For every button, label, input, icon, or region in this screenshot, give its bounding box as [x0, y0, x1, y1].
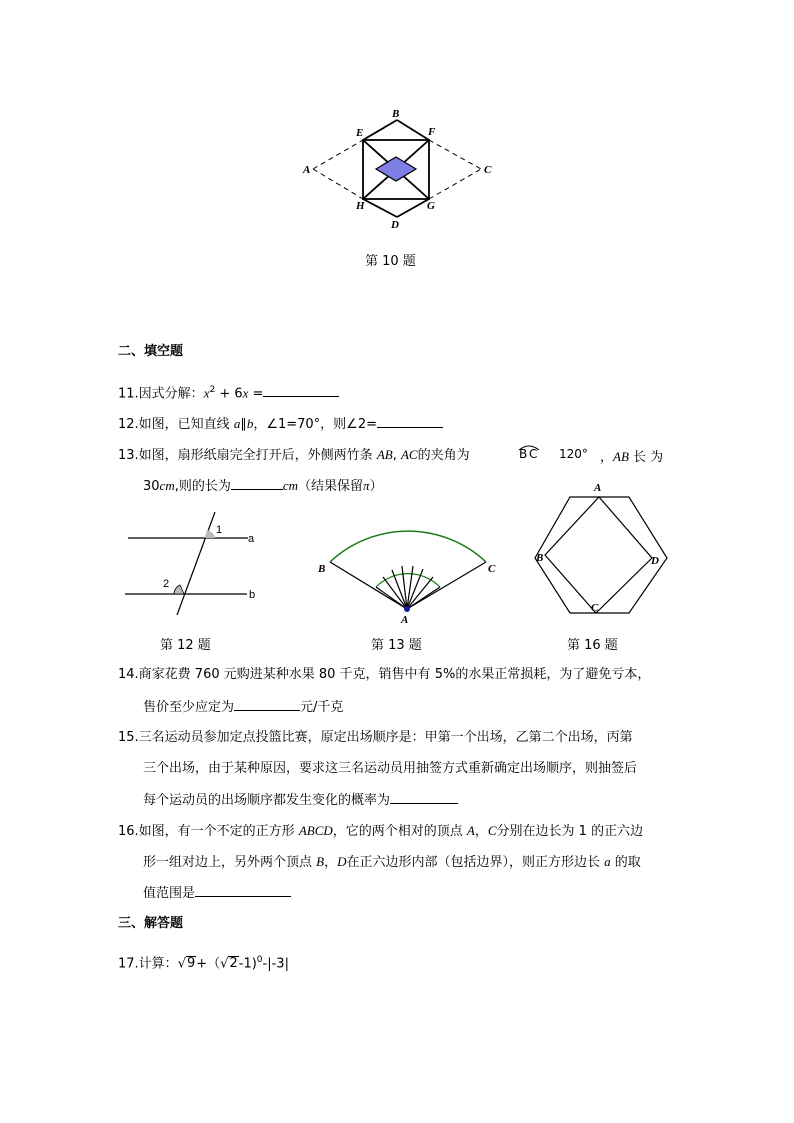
q13-ab2: AB — [613, 449, 629, 464]
q12-pre: 12.如图，已知直线 — [118, 417, 234, 432]
q11-plus: + 6 — [215, 386, 243, 402]
q16-b: B — [316, 854, 325, 869]
fig16-label-a: A — [594, 482, 602, 494]
q16-l2-end: 的取 — [610, 855, 641, 870]
fig10-label-a: A — [303, 164, 311, 176]
q16-mid: ，它的两个相对的顶点 — [332, 824, 467, 839]
q17-rest: -|-3| — [262, 956, 289, 972]
q13-arc: BC — [519, 447, 540, 461]
q13-30: 30 — [143, 479, 160, 494]
figure-16 — [520, 478, 680, 618]
question-15-line-3 — [143, 791, 458, 810]
q12-par: ∥ — [240, 417, 247, 432]
figure-13 — [310, 510, 510, 625]
q17-radicand-2: 2 — [229, 956, 238, 972]
q13-close: ） — [369, 479, 383, 494]
fig16-caption: 第 16 题 — [567, 638, 618, 653]
question-15-line-1: 15.三名运动员参加定点投篮比赛，原定出场顺序是：甲第一个出场，乙第二个出场，丙第 — [118, 730, 633, 745]
q12-mid: ，∠1=70°，则∠2= — [253, 417, 377, 432]
q14-pre: 售价至少应定为 — [143, 700, 235, 715]
fig13-caption: 第 13 题 — [371, 638, 422, 653]
q17-minus1: -1) — [238, 956, 257, 972]
q14-answer-blank[interactable] — [234, 698, 300, 711]
fig13-label-c: C — [488, 563, 496, 575]
fig10-label-h: H — [356, 200, 365, 212]
q17-sup0: 0 — [256, 955, 263, 965]
q11-eq: = — [248, 386, 264, 402]
fig12-caption: 第 12 题 — [160, 638, 211, 653]
q17-plus: +（ — [196, 956, 221, 972]
fig10-label-e: E — [356, 127, 364, 139]
q16-pre: 16.如图，有一个不定的正方形 — [118, 824, 299, 839]
q13-l2-end: （结果保留 — [298, 479, 364, 494]
q13-cm2: cm — [282, 478, 299, 493]
fig10-label-b: B — [392, 108, 400, 120]
q13-l2-mid: ,则的长为 — [174, 479, 231, 494]
fig10-label-c: C — [484, 164, 492, 176]
section-3-title: 三、解答题 — [118, 916, 184, 931]
q13-mid: 的夹角为 — [417, 448, 470, 463]
fig13-label-b: B — [318, 563, 326, 575]
question-13-line-2 — [143, 477, 383, 496]
fig10-label-f: F — [428, 126, 436, 138]
question-11 — [118, 381, 339, 403]
question-16-line-3 — [143, 884, 291, 903]
q11-x2: x — [242, 385, 249, 401]
fig12-label-b: b — [249, 589, 256, 601]
q16-l3-text: 值范围是 — [143, 886, 196, 901]
q13-pi: π — [363, 478, 370, 493]
q12-a: a — [233, 416, 241, 431]
fig13-label-a: A — [401, 614, 409, 625]
fig16-label-c: C — [591, 602, 599, 614]
question-14-line-2 — [143, 698, 343, 717]
q13-tail — [600, 446, 663, 465]
q16-c: C — [487, 823, 497, 838]
q17-radicand: 9 — [186, 956, 196, 972]
section-2-title: 二、填空题 — [118, 344, 184, 359]
q13-ab: AB — [376, 447, 393, 462]
q13-pre: 13.如图，扇形纸扇完全打开后，外侧两竹条 — [118, 448, 377, 463]
q13-answer-blank[interactable] — [231, 477, 283, 490]
q13-comma: , — [392, 448, 401, 463]
q11-answer-blank[interactable] — [263, 384, 339, 397]
fig12-label-2: 2 — [163, 578, 170, 590]
q16-answer-blank[interactable] — [195, 884, 291, 897]
q17-pre: 17.计算： — [118, 956, 178, 972]
q16-l2-mid: 在正六边形内部（包括边界），则正方形边长 — [346, 855, 605, 870]
question-17 — [118, 951, 289, 973]
sqrt-icon-2: √ — [220, 956, 229, 972]
q12-answer-blank[interactable] — [377, 415, 443, 428]
fig16-label-d: D — [651, 555, 659, 567]
sqrt-icon: √ — [177, 956, 186, 972]
figure-10 — [295, 105, 500, 235]
q16-a: A — [466, 823, 475, 838]
q16-abcd: ABCD — [298, 823, 333, 838]
fig10-label-g: G — [427, 200, 435, 212]
question-15-line-2: 三个出场，由于某种原因，要求这三名运动员用抽签方式重新确定出场顺序，则抽签后 — [143, 761, 638, 776]
q16-l1-end: 分别在边长为 1 的正六边 — [496, 824, 644, 839]
q12-b: b — [246, 416, 254, 431]
figure-12 — [120, 505, 270, 620]
question-12 — [118, 415, 443, 434]
question-13-line-1 — [118, 446, 470, 465]
q13-tail-comma: ， — [600, 450, 614, 465]
question-16-line-2: 形一组对边上，另外两个顶点 B，D在正六边形内部（包括边界），则正方形边长 a 的取 — [143, 854, 641, 870]
q16-d: D — [337, 854, 347, 869]
q13-ac: AC — [400, 447, 418, 462]
question-14-line-1: 14.商家花费 760 元购进某种水果 80 千克，销售中有 5%的水果正常损耗，为了避免亏本， — [118, 667, 651, 682]
q13-angle: 120° — [559, 447, 588, 461]
q11-text: 11.因式分解： — [118, 386, 204, 402]
fig12-label-1: 1 — [216, 524, 223, 536]
q11-sup: 2 — [209, 385, 216, 395]
fig16-label-b: B — [536, 552, 544, 564]
q15-answer-blank[interactable] — [390, 791, 458, 804]
q14-end: 元/千克 — [300, 700, 344, 715]
q16-a2: a — [604, 854, 611, 869]
q13-l1-end: 长 为 — [628, 450, 664, 465]
q16-l2-pre: 形一组对边上，另外两个顶点 — [143, 855, 317, 870]
q15-l3-text: 每个运动员的出场顺序都发生变化的概率为 — [143, 793, 391, 808]
q11-x: x — [203, 385, 210, 401]
q13-cm: cm — [159, 478, 175, 493]
question-16-line-1: 16.如图，有一个不定的正方形 ABCD，它的两个相对的顶点 A，C分别在边长为 1 的正六边 — [118, 823, 644, 839]
fig12-label-a: a — [248, 533, 255, 545]
fig10-caption: 第 10 题 — [365, 254, 416, 269]
fig10-label-d: D — [391, 219, 399, 231]
